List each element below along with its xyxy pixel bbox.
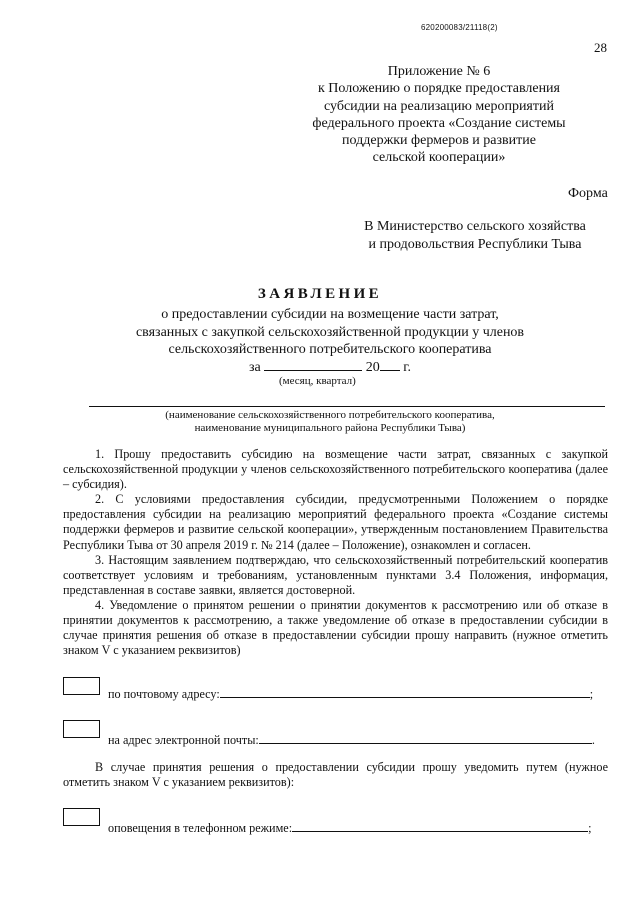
period-line [60, 358, 600, 376]
coop-name-field[interactable] [89, 406, 605, 407]
appendix-line: Приложение № 6 [387, 64, 491, 79]
email-checkbox[interactable] [63, 720, 100, 738]
period-prefix: за [249, 360, 261, 375]
document-id: 620200083/21118(2) [421, 23, 498, 32]
paragraph-3: 3. Настоящим заявлением подтверждаю, что сельскохозяйственный потребительский кооператив соответствует условиям и требованиям, установленным пунктами 3.4 Положения, информация, представленная в составе заявки, является достоверной. [63, 552, 608, 597]
appendix-line: поддержки фермеров и развитие [342, 133, 536, 149]
period-hint: (месяц, квартал) [279, 375, 356, 387]
subtitle-line: сельскохозяйственного потребительского кооператива [168, 342, 492, 357]
appendix-block [289, 63, 589, 167]
document-title: ЗАЯВЛЕНИЕ [257, 286, 383, 302]
coop-hint-line: (наименование сельскохозяйственного потребительского кооператива, [165, 409, 495, 421]
document-subtitle [60, 306, 600, 359]
email-address-field[interactable] [259, 732, 592, 744]
subtitle-line: о предоставлении субсидии на возмещение части затрат, [161, 307, 499, 322]
appendix-line: к Положению о порядке предоставления [318, 81, 560, 97]
postal-row [108, 686, 593, 702]
paragraph-2: 2. С условиями предоставления субсидии, предусмотренными Положением о порядке предоставления субсидии на реализацию мероприятий федерального проекта «Создание системы поддержки фермеров и развитие сельской кооперации», утвержденным постановлением Правительства Республики Тыва от 30 апреля 2019 г. № 214 (далее – Положение), ознакомлен и согласен. [63, 492, 608, 552]
appendix-line: субсидии на реализацию мероприятий [324, 98, 554, 114]
paragraph-4: 4. Уведомление о принятом решении о принятии документов к рассмотрению или об отказе в принятии документов к рассмотрению, а также уведомление об отказе в предоставлении субсидии в случае принятия решения об отказе в предоставлении субсидии прошу направить (нужное отметить знаком V с указанием реквизитов) [63, 597, 608, 658]
coop-hint-line: наименование муниципального района Республики Тыва) [194, 422, 466, 434]
coop-hint [60, 409, 600, 435]
postal-end: ; [589, 687, 594, 701]
subtitle-line: связанных с закупкой сельскохозяйственной продукции у членов [135, 324, 525, 340]
period-suffix: г. [403, 360, 411, 375]
paragraph-1: 1. Прошу предоставить субсидию на возмещение части затрат, связанных с закупкой сельскохозяйственной продукции у членов сельскохозяйственного потребительского кооператива (далее – субсидия). [63, 447, 608, 492]
page-number: 28 [594, 40, 607, 55]
phone-end: ; [588, 821, 592, 835]
period-month-field[interactable] [264, 358, 362, 371]
postal-address-field[interactable] [220, 686, 590, 698]
notify-block [63, 760, 608, 790]
phone-label: оповещения в телефонном режиме: [108, 821, 293, 835]
email-end: . [591, 733, 595, 747]
postal-checkbox[interactable] [63, 677, 100, 695]
period-year-prefix: 20 [365, 360, 380, 375]
email-row [108, 732, 595, 748]
email-label: на адрес электронной почты: [108, 733, 259, 747]
addressee-line: и продовольствия Республики Тыва [368, 237, 582, 252]
notify-paragraph: В случае принятия решения о предоставлении субсидии прошу уведомить путем (нужное отметить знаком V с указанием реквизитов): [63, 760, 608, 790]
body-text [63, 447, 608, 658]
form-label: Форма [568, 186, 608, 201]
appendix-line: сельской кооперации» [372, 150, 506, 166]
postal-label: по почтовому адресу: [108, 687, 220, 701]
addressee [345, 218, 605, 254]
period-year-field[interactable] [380, 358, 400, 371]
addressee-line: В Министерство сельского хозяйства [364, 219, 586, 234]
phone-row [108, 820, 591, 836]
phone-field[interactable] [292, 820, 588, 832]
phone-checkbox[interactable] [63, 808, 100, 826]
appendix-line: федерального проекта «Создание системы [312, 115, 566, 131]
